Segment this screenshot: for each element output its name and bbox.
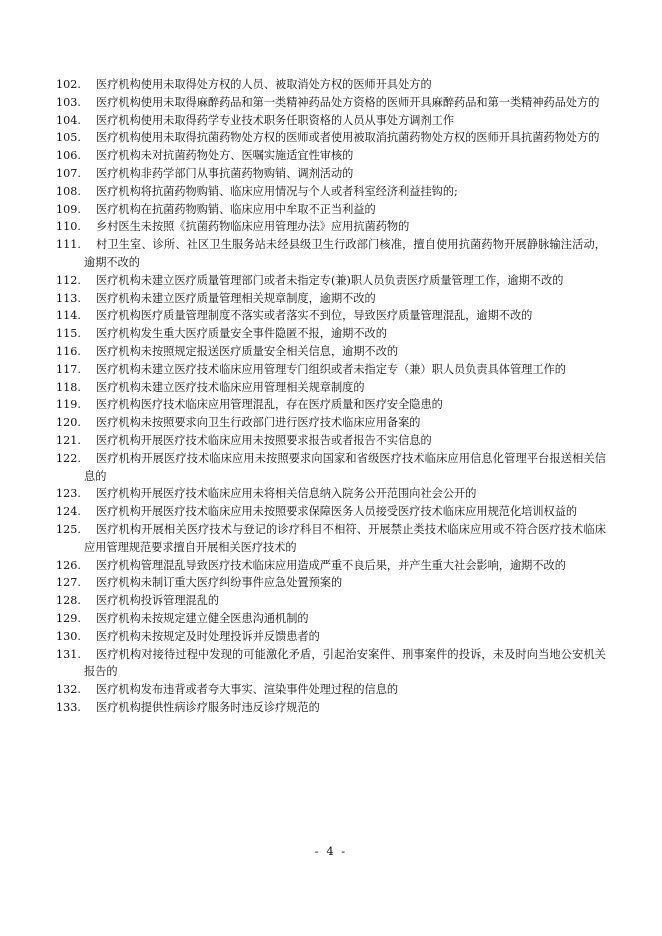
item-text: 医疗机构提供性病诊疗服务时违反诊疗规范的 [96,700,320,714]
item-number: 127. [56,576,81,590]
item-number: 110. [56,220,81,234]
item-text: 医疗机构未对抗菌药物处方、医嘱实施适宜性审核的 [96,149,354,163]
item-text: 医疗机构使用未取得麻醉药品和第一类精神药品处方资格的医师开具麻醉药品和第一类精神药品处方的 [96,95,600,109]
list-item [0,361,662,379]
list-item [0,485,662,503]
item-text: 医疗机构使用未取得抗菌药物处方权的医师或者使用被取消抗菌药物处方权的医师开具抗菌药物处方的 [96,131,600,145]
list-item [0,521,662,557]
item-text: 医疗机构未建立医疗技术临床应用管理相关规章制度的 [96,380,365,394]
list-item [0,592,662,610]
item-number: 124. [56,505,81,519]
item-number: 111. [56,238,81,252]
list-item [0,272,662,290]
item-text: 医疗机构未按照要求向卫生行政部门进行医疗技术临床应用备案的 [96,416,421,430]
list-item [0,574,662,592]
item-text: 医疗机构管理混乱导致医疗技术临床应用造成严重不良后果，并产生重大社会影响，逾期不改的 [96,558,566,572]
list-item [0,503,662,521]
list-item [0,201,662,219]
list-item [0,699,662,717]
list-item [0,379,662,397]
list-item [0,646,662,682]
item-number: 130. [56,629,81,643]
item-number: 120. [56,416,81,430]
list-item [0,557,662,575]
list-item [0,450,662,486]
list-item [0,76,662,94]
item-text: 医疗机构开展医疗技术临床应用未按照要求报告或者报告不实信息的 [96,433,432,447]
item-number: 113. [56,291,81,305]
item-number: 105. [56,131,81,145]
item-text: 医疗机构医疗技术临床应用管理混乱，存在医疗质量和医疗安全隐患的 [96,398,443,412]
item-text: 医疗机构将抗菌药物购销、临床应用情况与个人或者科室经济利益挂钩的; [96,184,458,198]
list-item [0,396,662,414]
document-body [0,76,662,717]
list-item [0,325,662,343]
item-text: 医疗机构未建立医疗质量管理相关规章制度，逾期不改的 [96,291,376,305]
item-text: 医疗机构对接待过程中发现的可能激化矛盾，引起治安案件、刑事案件的投诉，未及时向当地公安机关报告的 [84,647,606,679]
list-item [0,290,662,308]
item-text: 村卫生室、诊所、社区卫生服务站未经县级卫生行政部门核准，擅自使用抗菌药物开展静脉输注活动，逾期不改的 [84,238,606,269]
item-number: 106. [56,149,81,163]
list-item [0,432,662,450]
item-number: 104. [56,113,81,127]
item-text: 医疗机构开展医疗技术临床应用未按照要求保障医务人员接受医疗技术临床应用规范化培训权益的 [96,505,578,519]
list-item [0,236,662,272]
item-number: 131. [56,647,81,661]
list-item [0,94,662,112]
item-number: 116. [56,344,81,358]
item-number: 107. [56,166,81,180]
list-item [0,183,662,201]
item-text: 医疗机构未建立医疗技术临床应用管理专门组织或者未指定专（兼）职人员负责具体管理工作的 [96,362,566,376]
item-number: 119. [56,398,81,412]
list-item [0,610,662,628]
item-text: 医疗机构未按照规定报送医疗质量安全相关信息，逾期不改的 [96,344,399,358]
item-text: 医疗机构投诉管理混乱的 [96,594,220,608]
item-number: 125. [56,522,81,536]
item-number: 128. [56,594,81,608]
item-text: 医疗机构未按规定及时处理投诉并反馈患者的 [96,629,320,643]
list-item [0,307,662,325]
list-item [0,147,662,165]
item-text: 医疗机构开展医疗技术临床应用未将相关信息纳入院务公开范围向社会公开的 [96,487,477,501]
item-number: 126. [56,558,81,572]
item-text: 医疗机构开展相关医疗技术与登记的诊疗科目不相符、开展禁止类技术临床应用或不符合医疗技术临床应用管理规范要求擅自开展相关医疗技术的 [84,522,606,554]
item-number: 117. [56,362,81,376]
item-number: 129. [56,611,81,625]
page-number: - 4 - [314,844,348,858]
item-number: 123. [56,487,81,501]
list-item [0,218,662,236]
list-item [0,112,662,130]
list-item [0,681,662,699]
item-number: 115. [56,327,81,341]
item-text: 医疗机构在抗菌药物购销、临床应用中牟取不正当利益的 [96,202,376,216]
item-number: 121. [56,433,81,447]
item-text: 医疗机构未制订重大医疗纠纷事件应急处置预案的 [96,576,343,590]
list-item [0,414,662,432]
item-text: 医疗机构发生重大医疗质量安全事件隐匿不报，逾期不改的 [96,327,387,341]
item-number: 133. [56,700,81,714]
item-text: 医疗机构非药学部门从事抗菌药物购销、调剂活动的 [96,166,354,180]
list-item [0,165,662,183]
item-text: 医疗机构未按规定建立健全医患沟通机制的 [96,611,309,625]
item-text: 医疗机构未建立医疗质量管理部门或者未指定专(兼)职人员负责医疗质量管理工作，逾期不改的 [96,273,564,287]
item-number: 122. [56,451,81,465]
item-text: 乡村医生未按照《抗菌药物临床应用管理办法》应用抗菌药物的 [96,220,410,234]
item-number: 112. [56,273,81,287]
item-number: 103. [56,95,81,109]
item-text: 医疗机构开展医疗技术临床应用未按照要求向国家和省级医疗技术临床应用信息化管理平台报送相关信息的 [84,451,606,483]
item-text: 医疗机构使用未取得处方权的人员、被取消处方权的医师开具处方的 [96,78,432,91]
item-text: 医疗机构发布违背或者夸大事实、渲染事件处理过程的信息的 [96,683,399,697]
item-number: 132. [56,683,81,697]
item-number: 102. [56,78,81,91]
item-number: 108. [56,184,81,198]
item-text: 医疗机构使用未取得药学专业技术职务任职资格的人员从事处方调剂工作 [96,113,455,127]
list-item [0,343,662,361]
list-item [0,628,662,646]
item-number: 114. [56,309,81,323]
item-number: 118. [56,380,81,394]
item-number: 109. [56,202,81,216]
list-item [0,129,662,147]
item-text: 医疗机构医疗质量管理制度不落实或者落实不到位，导致医疗质量管理混乱，逾期不改的 [96,309,533,323]
